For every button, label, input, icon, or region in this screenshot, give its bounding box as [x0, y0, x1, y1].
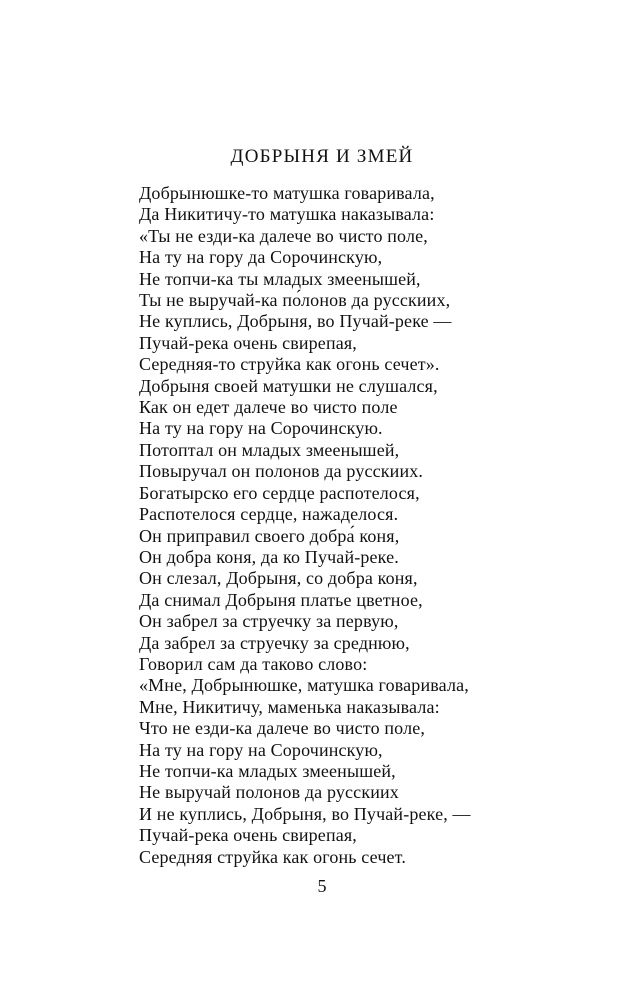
poem-line: Не куплись, Добрыня, во Пучай-реке — [139, 311, 452, 332]
poem-line: «Мне, Добрынюшке, матушка говаривала, [139, 675, 469, 696]
poem-line: Пучай-река очень свирепая, [139, 825, 357, 846]
poem-line: На ту на гору на Сорочинскую. [139, 418, 383, 439]
poem-line: Не топчи-ка ты младых змеенышей, [139, 268, 421, 289]
poem-line: На ту на гору да Сорочинскую, [139, 247, 383, 268]
poem-line: Он слезал, Добрыня, со добра коня, [139, 568, 418, 589]
poem-line: Не топчи-ка младых змеенышей, [139, 760, 396, 781]
poem-line: Распотелося сердце, нажаделося. [139, 504, 399, 525]
poem-line: Он приправил своего добра́ коня, [139, 525, 400, 546]
page-number: 5 [317, 876, 327, 896]
poem-line: Как он едет далече во чисто поле [139, 397, 398, 418]
poem-line: Он забрел за струечку за первую, [139, 611, 399, 632]
poem-line: Богатырско его сердце распотелося, [139, 482, 420, 503]
poem-line: Да Никитичу-то матушка наказывала: [139, 204, 435, 225]
poem-line: Ты не выручай-ка по́лонов да русскиих, [139, 290, 451, 311]
poem-line: Да забрел за струечку за среднюю, [139, 632, 410, 653]
poem-line: И не куплись, Добрыня, во Пучай-реке, — [139, 803, 471, 824]
poem-line: На ту на гору на Сорочинскую, [139, 739, 383, 760]
poem-line: Говорил сам да таково слово: [139, 653, 368, 674]
poem-line: Он добра коня, да ко Пучай-реке. [139, 546, 399, 567]
poem-line: Середняя-то струйка как огонь сечет». [139, 354, 440, 375]
poem-line: Да снимал Добрыня платье цветное, [139, 589, 423, 610]
poem-line: Середняя струйка как огонь сечет. [139, 846, 406, 867]
poem-line: Пучай-река очень свирепая, [139, 332, 357, 353]
poem-line: Добрыня своей матушки не слушался, [139, 375, 438, 396]
poem-line: Что не езди-ка далече во чисто поле, [139, 718, 426, 739]
poem-line: Повыручал он полонов да русскиих. [139, 461, 424, 482]
poem-line: Добрынюшке-то матушка говаривала, [139, 183, 435, 203]
poem-line: Потоптал он младых змеенышей, [139, 439, 400, 460]
page-title: ДОБРЫНЯ И ЗМЕЙ [230, 146, 414, 167]
poem-text [139, 183, 539, 868]
poem-line: «Ты не езди-ка далече во чисто поле, [139, 225, 428, 246]
poem-line: Мне, Никитичу, маменька наказывала: [139, 696, 440, 717]
poem-line: Не выручай полонов да русскиих [139, 782, 399, 803]
